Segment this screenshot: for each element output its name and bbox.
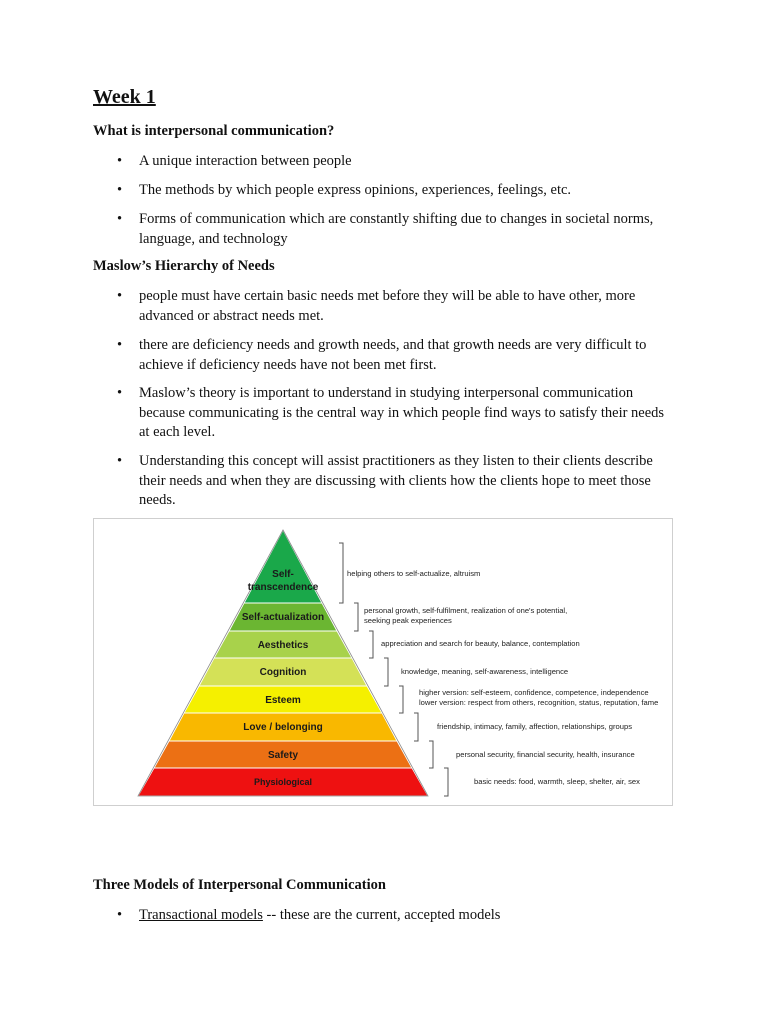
bracket	[369, 631, 373, 658]
transactional-models-text: -- these are the current, accepted models	[262, 907, 501, 923]
maslow-pyramid-diagram	[94, 519, 672, 805]
list-item: • there are deficiency needs and growth needs, and that growth needs are very difficult to achieve if deficiency needs have not been met first.	[117, 337, 647, 373]
level-label: Love / belonging	[243, 722, 323, 733]
bracket	[384, 658, 388, 686]
level-description: basic needs: food, warmth, sleep, shelter, air, sex	[474, 777, 640, 786]
bullet-icon: •	[117, 385, 123, 401]
bracket	[444, 768, 448, 796]
bullet-icon: •	[117, 907, 123, 923]
level-description: seeking peak experiences	[364, 616, 452, 625]
week-title: Week 1	[93, 86, 156, 108]
level-label: Esteem	[265, 695, 301, 706]
bracket	[354, 603, 358, 631]
bullet-icon: •	[117, 153, 123, 169]
level-description: appreciation and search for beauty, balance, contemplation	[381, 639, 580, 648]
maslow-pyramid-figure	[93, 518, 673, 806]
list-item: • The methods by which people express opinions, experiences, feelings, etc.	[117, 181, 677, 201]
level-description: personal growth, self-fulfilment, realization of one's potential,	[364, 606, 568, 615]
level-label: Aesthetics	[257, 640, 309, 651]
level-description: helping others to self-actualize, altruism	[347, 569, 481, 578]
list-item: • Understanding this concept will assist practitioners as they listen to their clients describe their needs and when they are discussing with clients how the clients hope to meet those needs.	[117, 453, 653, 508]
level-label: Cognition	[259, 667, 307, 678]
list-item	[117, 906, 677, 926]
level-label: Physiological	[253, 777, 313, 787]
level-description: higher version: self-esteem, confidence, competence, independence	[419, 688, 649, 697]
level-description: lower version: respect from others, recognition, status, reputation, fame	[419, 698, 659, 707]
bracket	[339, 543, 343, 603]
level-description: friendship, intimacy, family, affection, relationships, groups	[437, 722, 632, 731]
level-label: transcendence	[247, 582, 319, 593]
section-heading-interpersonal: What is interpersonal communication?	[93, 123, 335, 139]
bullet-icon: •	[117, 288, 123, 304]
level-label: Safety	[267, 750, 299, 761]
bullet-icon: •	[117, 182, 123, 198]
level-label: Self-actualization	[241, 612, 325, 623]
list-item: • people must have certain basic needs met before they will be able to have other, more advanced or abstract needs met.	[117, 288, 636, 324]
section-heading-maslow: Maslow’s Hierarchy of Needs	[93, 258, 275, 274]
section-heading-three-models: Three Models of Interpersonal Communication	[93, 877, 386, 893]
list-item: • Forms of communication which are constantly shifting due to changes in societal norms, language, and technology	[117, 211, 654, 247]
bracket	[399, 686, 403, 713]
list-item: • Maslow’s theory is important to understand in studying interpersonal communication because communicating is the central way in which people find ways to satisfy their needs at each level.	[117, 385, 665, 440]
bullet-icon: •	[117, 337, 123, 353]
level-description: personal security, financial security, health, insurance	[456, 750, 635, 759]
transactional-models-term: Transactional models	[139, 907, 263, 923]
bracket	[429, 741, 433, 768]
bracket	[414, 713, 418, 741]
list-item: • A unique interaction between people	[117, 152, 677, 172]
level-label: Self-	[272, 569, 294, 580]
bullet-icon: •	[117, 453, 123, 469]
bullet-icon: •	[117, 211, 123, 227]
level-description: knowledge, meaning, self-awareness, intelligence	[401, 667, 569, 676]
